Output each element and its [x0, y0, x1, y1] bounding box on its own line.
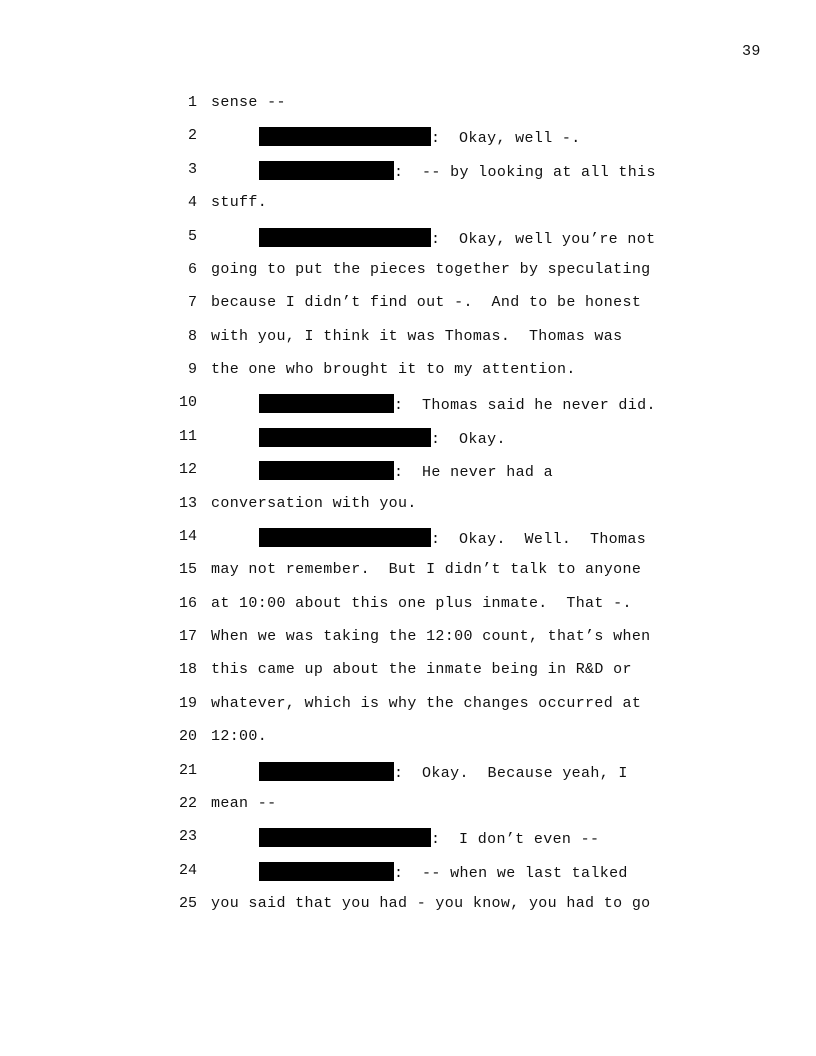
line-number: 8	[187, 327, 197, 345]
redaction-bar	[259, 394, 394, 413]
line-number: 19	[178, 694, 197, 712]
redaction-bar	[259, 428, 431, 447]
line-number: 25	[178, 895, 197, 912]
line-number: 17	[178, 628, 197, 645]
redaction-bar	[259, 127, 431, 146]
transcript-line	[0, 361, 816, 394]
line-text: you said that you had - you know, you had to go	[211, 895, 651, 912]
line-number: 15	[178, 561, 197, 579]
transcript-line	[0, 261, 816, 294]
line-number: 1	[187, 94, 197, 111]
line-text: When we was taking the 12:00 count, that’s when	[211, 628, 651, 645]
transcript-line	[0, 762, 816, 795]
line-number: 12	[178, 461, 197, 479]
line-number: 22	[178, 794, 197, 812]
redaction-bar	[259, 828, 431, 847]
line-text: because I didn’t find out -. And to be honest	[211, 294, 642, 312]
transcript-line	[0, 461, 816, 494]
line-text: at 10:00 about this one plus inmate. That -.	[211, 594, 632, 612]
speaker-text: : -- when we last talked	[394, 864, 628, 882]
line-text: mean --	[211, 794, 277, 812]
redaction-bar	[259, 461, 394, 480]
line-text: may not remember. But I didn’t talk to anyone	[211, 561, 642, 579]
line-number: 14	[178, 527, 197, 545]
line-number: 10	[178, 394, 197, 412]
transcript-line	[0, 828, 816, 861]
transcript-line	[0, 328, 816, 361]
transcript-line	[0, 695, 816, 728]
line-text: stuff.	[211, 194, 268, 212]
line-text: 12:00.	[211, 728, 268, 746]
speaker-text: : He never had a	[394, 464, 553, 482]
transcript-line	[0, 728, 816, 761]
transcript-line	[0, 661, 816, 694]
line-text: the one who brought it to my attention.	[211, 361, 576, 378]
line-number: 9	[187, 361, 197, 378]
line-text: conversation with you.	[211, 494, 417, 512]
line-number: 11	[178, 427, 197, 445]
transcript-line	[0, 294, 816, 327]
line-text: whatever, which is why the changes occurred at	[211, 694, 642, 712]
transcript-line	[0, 795, 816, 828]
line-number: 24	[178, 861, 197, 879]
line-number: 6	[187, 260, 197, 278]
redaction-bar	[259, 762, 394, 781]
transcript-line	[0, 628, 816, 661]
transcript-line	[0, 495, 816, 528]
transcript-line	[0, 94, 816, 127]
speaker-text: : I don’t even --	[431, 831, 600, 849]
transcript-line	[0, 228, 816, 261]
line-number: 2	[187, 127, 197, 145]
transcript-line	[0, 394, 816, 427]
page-number: 39	[742, 43, 761, 60]
line-text: with you, I think it was Thomas. Thomas was	[211, 327, 623, 345]
line-text: going to put the pieces together by speculating	[211, 260, 651, 278]
transcript-line	[0, 895, 816, 928]
line-number: 4	[187, 194, 197, 212]
transcript-line	[0, 161, 816, 194]
transcript-line	[0, 194, 816, 227]
speaker-text: : Okay, well you’re not	[431, 230, 656, 248]
speaker-text: : Okay. Well. Thomas	[431, 530, 647, 548]
transcript-line	[0, 862, 816, 895]
redaction-bar	[259, 862, 394, 881]
speaker-text: : Thomas said he never did.	[394, 397, 656, 415]
line-text: this came up about the inmate being in R&D or	[211, 661, 632, 679]
transcript-line	[0, 528, 816, 561]
line-number: 23	[178, 828, 197, 846]
line-number: 3	[187, 160, 197, 178]
line-number: 21	[178, 761, 197, 779]
transcript-line	[0, 595, 816, 628]
speaker-text: : Okay. Because yeah, I	[394, 764, 628, 782]
line-number: 5	[187, 227, 197, 245]
redaction-bar	[259, 228, 431, 247]
line-number: 18	[178, 661, 197, 679]
line-number: 20	[178, 728, 197, 746]
line-text: sense --	[211, 94, 286, 111]
redaction-bar	[259, 528, 431, 547]
redaction-bar	[259, 161, 394, 180]
line-number: 7	[187, 294, 197, 312]
transcript-line	[0, 561, 816, 594]
line-number: 13	[178, 494, 197, 512]
speaker-text: : Okay.	[431, 430, 506, 448]
speaker-text: : -- by looking at all this	[394, 163, 656, 181]
speaker-text: : Okay, well -.	[431, 130, 581, 148]
transcript-line	[0, 428, 816, 461]
transcript-line	[0, 127, 816, 160]
line-number: 16	[178, 594, 197, 612]
transcript-body	[0, 94, 816, 928]
